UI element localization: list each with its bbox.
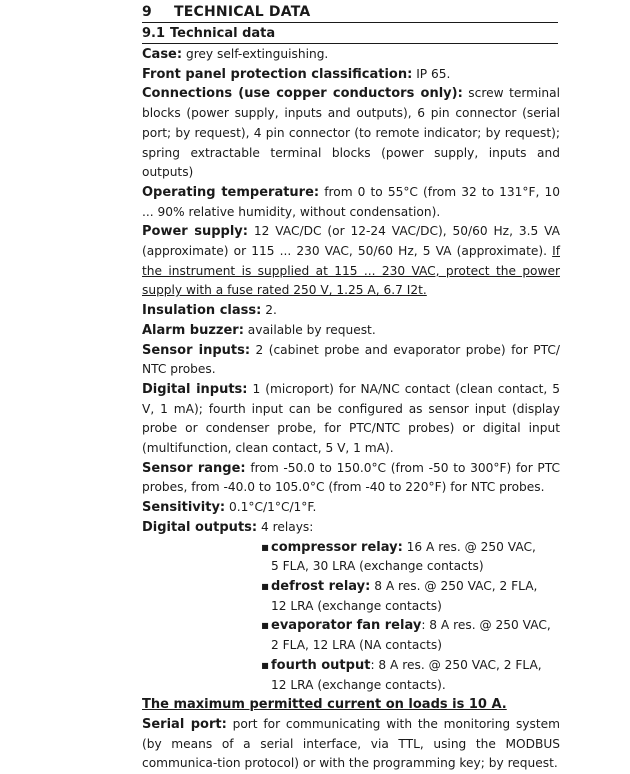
- spec-value: available by request.: [247, 322, 376, 337]
- subsection-title: Technical data: [170, 26, 276, 41]
- spec-protection: [142, 65, 560, 85]
- list-item: [261, 616, 560, 655]
- spec-insulation: [142, 301, 560, 321]
- spec-value: from -50.0 to 150.0°C (from -50 to 300°F) for PTC probes, from -40.0 to 105.0°C (from -40 to 220°F) for NTC probes.: [142, 460, 561, 495]
- relay-rating-detail: 2 FLA, 12 LRA (NA contacts): [271, 638, 442, 653]
- spec-label: Operating temperature:: [142, 184, 320, 200]
- spec-value: 1 (microport) for NA/NC contact (clean contact, 5 V, 1 mA); fourth input can be configured as sensor input (display probe or condenser probe, for PTC/NTC probes) or digital input (multifunction, clean contact, 5 V, 1 mA).: [142, 381, 561, 456]
- spec-label: Insulation class:: [142, 303, 262, 319]
- spec-label: Digital inputs:: [142, 381, 248, 397]
- spec-label: Sensor range:: [142, 460, 246, 476]
- spec-value: 4 relays:: [260, 519, 314, 534]
- bullet-icon: ▪: [261, 539, 270, 554]
- spec-value: screw terminal blocks (power supply, inputs and outputs), 6 pin connector (serial port; by request), 4 pin connector (to remote indicator; by request); spring extractable terminal blocks (power supply, inputs and outputs): [142, 86, 560, 180]
- spec-label: Serial port:: [142, 716, 227, 732]
- spec-alarm-buzzer: [142, 321, 560, 341]
- subsection-heading: [142, 26, 558, 44]
- relay-rating-detail: 5 FLA, 30 LRA (exchange contacts): [271, 559, 484, 574]
- spec-value: port for communicating with the monitoring system (by means of a serial interface, via TTL, using the MODBUS communica-tion protocol) or with the programming key; by request.: [142, 716, 561, 771]
- spec-label: Digital outputs:: [142, 519, 258, 535]
- relay-label: evaporator fan relay: [271, 618, 422, 634]
- spec-label: Alarm buzzer:: [142, 322, 244, 338]
- list-item: [261, 538, 560, 577]
- spec-label: Connections (use copper conductors only):: [142, 86, 463, 102]
- fuse-warning: If the instrument is supplied at 115 ... 230 VAC, protect the power supply with a fuse rated 250 V, 1.25 A, 6.7 I2t.: [142, 244, 560, 298]
- relay-rating: 16 A res. @ 250 VAC,: [406, 539, 536, 554]
- bullet-icon: ▪: [261, 657, 270, 672]
- section-title: TECHNICAL DATA: [174, 4, 311, 20]
- bullet-icon: ▪: [261, 618, 270, 633]
- relay-label: defrost relay:: [271, 578, 371, 594]
- max-current-text: The maximum permitted current on loads is 10 A.: [142, 697, 507, 713]
- spec-value: IP 65.: [416, 66, 451, 81]
- spec-label: Sensor inputs:: [142, 342, 251, 358]
- spec-sensor-range: [142, 459, 560, 498]
- spec-body: [142, 45, 560, 774]
- spec-serial-port: [142, 715, 560, 774]
- relay-rating-detail: 12 LRA (exchange contacts): [271, 598, 442, 613]
- spec-label: Case:: [142, 47, 183, 62]
- relay-rating: 8 A res. @ 250 VAC, 2 FLA,: [374, 578, 538, 593]
- spec-digital-inputs: [142, 380, 560, 459]
- spec-label: Front panel protection classification:: [142, 66, 413, 82]
- spec-label: Power supply:: [142, 224, 248, 240]
- subsection-number: 9.1: [142, 26, 166, 41]
- spec-value: from 0 to 55°C (from 32 to 131°F, 10 ... 90% relative humidity, without condensation).: [142, 184, 560, 219]
- bullet-icon: ▪: [261, 578, 270, 593]
- relay-rating: : 8 A res. @ 250 VAC,: [421, 618, 551, 633]
- relay-rating-detail: 12 LRA (exchange contacts).: [271, 677, 446, 692]
- spec-digital-outputs: [142, 518, 560, 538]
- spec-power-supply: [142, 222, 560, 301]
- relay-list: [261, 538, 560, 696]
- spec-value: 2 (cabinet probe and evaporator probe) for PTC/ NTC probes.: [142, 342, 561, 377]
- spec-case: [142, 45, 560, 65]
- section-number: 9: [142, 4, 152, 20]
- spec-operating-temperature: [142, 183, 560, 222]
- list-item: [261, 577, 560, 616]
- spec-connections: [142, 84, 560, 183]
- spec-value: 0.1°C/1°C/1°F.: [229, 500, 317, 515]
- list-item: [261, 656, 560, 695]
- max-current-notice: [142, 695, 560, 715]
- section-heading: [142, 4, 558, 23]
- spec-value: 12 VAC/DC (or 12-24 VAC/DC), 50/60 Hz, 3.5 VA (approximate) or 115 ... 230 VAC, 50/60 Hz, 5 VA (approximate).: [142, 224, 561, 259]
- relay-rating: : 8 A res. @ 250 VAC, 2 FLA,: [370, 657, 542, 672]
- spec-sensor-inputs: [142, 341, 560, 380]
- spec-value: grey self-extinguishing.: [185, 47, 329, 61]
- spec-sensitivity: [142, 498, 560, 518]
- relay-label: compressor relay:: [271, 539, 403, 555]
- spec-label: Sensitivity:: [142, 500, 226, 516]
- spec-value: 2.: [265, 303, 277, 318]
- relay-label: fourth output: [271, 657, 371, 673]
